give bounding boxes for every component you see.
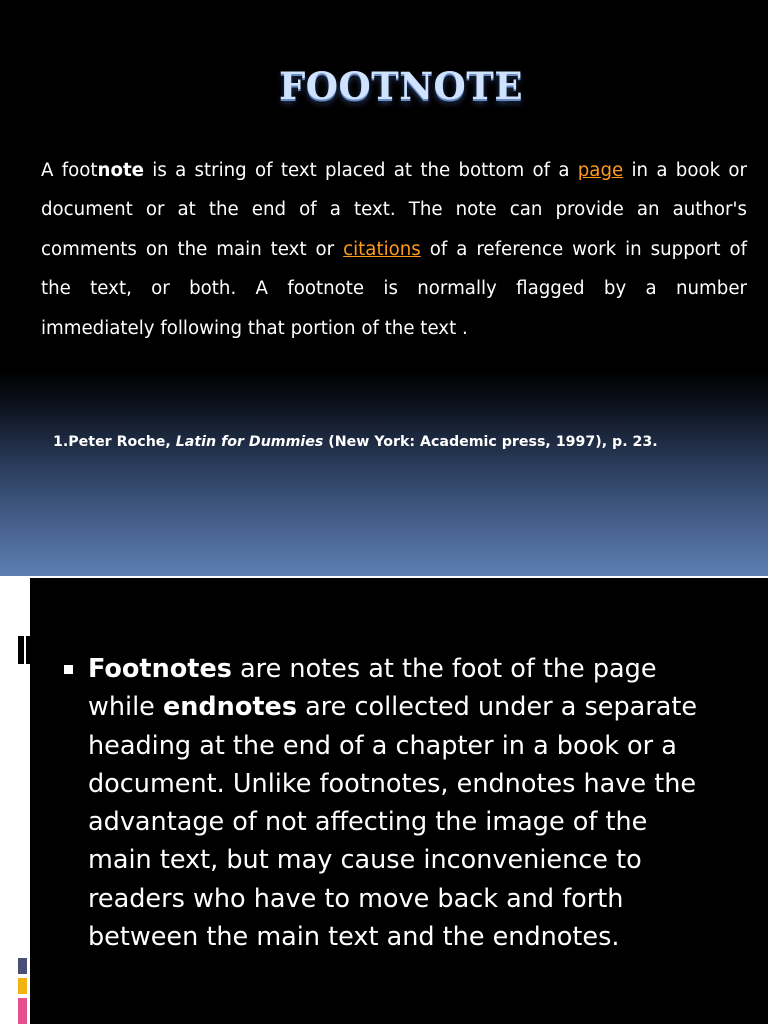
text-line: [88, 650, 728, 688]
bold-term: Footnotes: [88, 654, 232, 684]
footnote-book-title: Latin for Dummies: [175, 434, 324, 450]
footnote-prefix: 1.Peter Roche,: [53, 434, 176, 450]
text-run: readers who have to move back and forth: [88, 883, 624, 914]
bracket-mark: [26, 636, 30, 664]
text-run: the text, or both. A footnote is normally flagged by a number: [41, 278, 747, 300]
text-line: [88, 880, 728, 918]
definition-paragraph: [41, 151, 747, 348]
text-run: while: [88, 692, 163, 723]
text-run: immediately following that portion of the text .: [41, 317, 468, 339]
square-bullet-icon: [64, 665, 73, 674]
bracket-mark: [18, 636, 24, 664]
text-run: between the main text and the endnotes.: [88, 922, 620, 953]
text-line: [88, 918, 728, 956]
text-line: [41, 151, 747, 190]
side-strip: [0, 578, 30, 1024]
text-run: are notes at the foot of the page: [231, 654, 657, 684]
color-tab: [18, 998, 27, 1024]
text-run: document. Unlike footnotes, endnotes have the: [88, 768, 697, 799]
text-run: document or at the end of a text. The note can provide an author's: [41, 199, 747, 221]
slide-title: FOOTNOTE: [278, 64, 524, 108]
text-line: [41, 309, 747, 348]
text-line: [88, 688, 728, 726]
text-run: of a reference work in support of: [420, 238, 747, 260]
link-page[interactable]: page: [577, 160, 624, 181]
footnote-citation: [53, 434, 658, 450]
bold-term: note: [97, 160, 144, 181]
text-run: A foot: [41, 160, 98, 181]
text-run: main text, but may cause inconvenience to: [88, 845, 642, 876]
color-tab: [18, 958, 27, 974]
color-tab: [18, 978, 27, 994]
text-line: [41, 230, 747, 269]
text-line: [88, 765, 728, 803]
bullet-text: [88, 650, 728, 956]
text-run: comments on the main text or: [41, 238, 344, 260]
text-run: in a book or: [623, 160, 747, 181]
text-line: [88, 727, 728, 765]
text-run: advantage of not affecting the image of the: [88, 807, 648, 838]
text-line: [88, 841, 728, 879]
text-run: heading at the end of a chapter in a book or a: [88, 730, 677, 761]
link-citations[interactable]: citations: [343, 238, 421, 260]
footnote-suffix: (New York: Academic press, 1997), p. 23.: [323, 434, 658, 450]
text-line: [41, 269, 747, 308]
text-line: [88, 803, 728, 841]
bold-term: endnotes: [162, 692, 298, 723]
text-run: is a string of text placed at the bottom of a: [144, 160, 578, 181]
slide-endnotes: [0, 578, 768, 1024]
text-run: are collected under a separate: [297, 692, 698, 723]
text-line: [41, 190, 747, 229]
